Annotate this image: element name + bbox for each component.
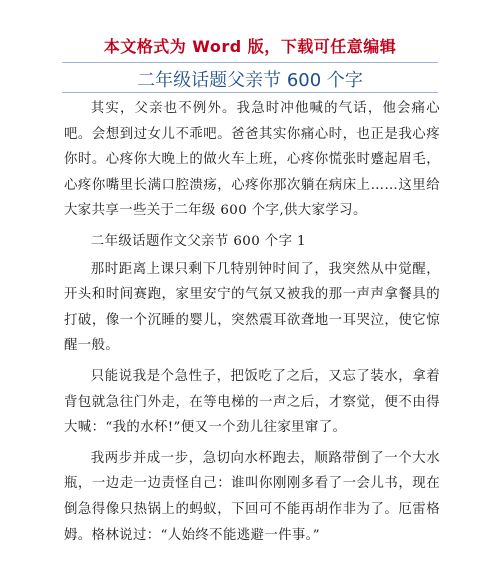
document-title: 二年级话题父亲节 600 个字 xyxy=(137,70,363,91)
title-bottom-rule xyxy=(62,92,438,93)
body-paragraph: 我两步并成一步，急切向水杯跑去，顺路带倒了一个大水瓶，一边走一边责怪自己：谁叫你刚刚多看了一会儿书，现在倒急得像只热锅上的蚂蚁，下回可不能再胡作非为了。厄雷格姆。格林说过：“人始终不能逃避一件事。” xyxy=(64,450,440,543)
section-heading: 二年级话题作文父亲节 600 个字 1 xyxy=(90,233,306,249)
body-paragraph: 只能说我是个急性子，把饭吃了之后，又忘了装水，拿着背包就急往门外走，在等电梯的一声之后，才察觉，便不由得大喊：“我的水杯!”便又一个劲儿往家里窜了。 xyxy=(64,368,440,436)
intro-paragraph: 其实，父亲也不例外。我急时冲他喊的气话，他会痛心吧。会想到过女儿不乖吧。爸爸其实你痛心时，也正是我心疼你时。心疼你大晚上的做火车上班，心疼你慌张时蹙起眉毛，心疼你嘴里长满口腔溃疡，心疼你那次躺在病床上……这里给大家共享一些关于二年级 600 个字,供大家学习。 xyxy=(64,101,440,219)
document-body xyxy=(64,96,440,553)
word-format-banner: 本文格式为 Word 版，下载可任意编辑 xyxy=(103,37,397,56)
title-top-rule xyxy=(62,62,438,63)
body-paragraph: 那时距离上课只剩下几特别钟时间了，我突然从中觉醒，开头和时间赛跑，家里安宁的气氛又被我的那一声声拿餐具的打破，像一个沉睡的婴儿，突然震耳欲聋地一耳哭泣，使它惊醒一般。 xyxy=(64,261,440,354)
